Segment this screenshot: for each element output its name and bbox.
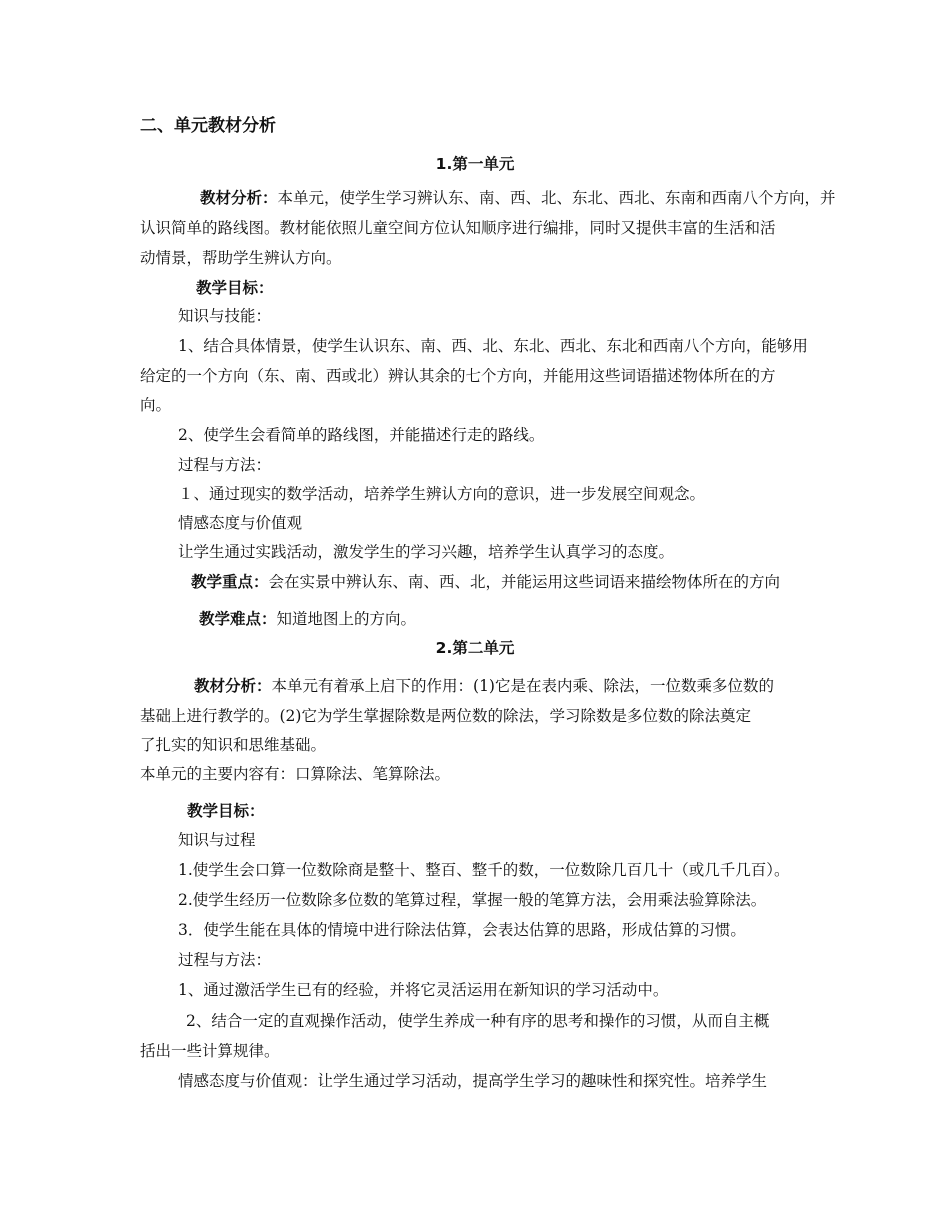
unit1-difficult-label: 教学难点：: [199, 610, 277, 628]
unit1-goal1-line-1: 1、结合具体情景，使学生认识东、南、西、北、东北、西北、东北和西南八个方向，能够用: [178, 337, 808, 355]
unit2-analysis-line-3: 了扎实的知识和思维基础。: [140, 736, 327, 754]
unit2-emotion-line: 情感态度与价值观：让学生通过学习活动，提高学生学习的趣味性和探究性。培养学生: [178, 1072, 768, 1090]
unit2-heading: 2.第二单元: [435, 639, 515, 657]
unit1-heading: 1.第一单元: [435, 155, 515, 173]
unit2-content-line: 本单元的主要内容有：口算除法、笔算除法。: [140, 765, 451, 783]
unit2-process-1: 1、通过激活学生已有的经验，并将它灵活运用在新知识的学习活动中。: [178, 981, 669, 999]
unit1-goals-label: 教学目标：: [196, 279, 274, 297]
unit1-emotion-text: 让学生通过实践活动，激发学生的学习兴趣，培养学生认真学习的态度。: [178, 543, 675, 561]
unit1-goal1-line-3: 向。: [140, 396, 172, 414]
unit2-goal-1: 1.使学生会口算一位数除商是整十、整百、整千的数，一位数除几百几十（或几千几百）。: [178, 861, 790, 879]
unit2-analysis-line-2: 基础上进行教学的。(2)它为学生掌握除数是两位数的除法，学习除数是多位数的除法奠定: [140, 707, 751, 725]
unit2-process-2-line-1: 2、结合一定的直观操作活动，使学生养成一种有序的思考和操作的习惯，从而自主概: [186, 1012, 770, 1030]
unit1-knowledge-label: 知识与技能：: [178, 307, 272, 325]
unit1-analysis-line-3: 动情景，帮助学生辨认方向。: [140, 249, 342, 267]
unit2-goal-2: 2.使学生经历一位数除多位数的笔算过程，掌握一般的笔算方法，会用乘法验算除法。: [178, 891, 767, 909]
unit1-key-label: 教学重点：: [191, 573, 269, 591]
unit1-difficult-point: 教学难点：知道地图上的方向。: [199, 610, 417, 628]
unit2-analysis-label: 教材分析：: [194, 677, 272, 695]
unit1-key-point: 教学重点：会在实景中辨认东、南、西、北，并能运用这些词语来描绘物体所在的方向: [191, 573, 781, 591]
unit1-analysis-line-2: 认识简单的路线图。教材能依照儿童空间方位认知顺序进行编排，同时又提供丰富的生活和活: [140, 219, 776, 237]
unit2-process-2-line-2: 括出一些计算规律。: [140, 1042, 280, 1060]
unit1-analysis-line-1: 教材分析：本单元，使学生学习辨认东、南、西、北、东北、西北、东南和西南八个方向，并: [200, 189, 836, 207]
unit1-goal1-line-2: 给定的一个方向（东、南、西或北）辨认其余的七个方向，并能用这些词语描述物体所在的方: [140, 367, 776, 385]
unit2-goals-label: 教学目标：: [187, 802, 265, 820]
unit1-analysis-label: 教材分析：: [200, 189, 278, 207]
unit2-process-label: 过程与方法：: [178, 951, 272, 969]
unit1-goal2: 2、使学生会看简单的路线图，并能描述行走的路线。: [178, 426, 545, 444]
unit2-goal-3: 3．使学生能在具体的情境中进行除法估算，会表达估算的思路，形成估算的习惯。: [178, 921, 746, 939]
unit2-knowledge-label: 知识与过程: [178, 831, 256, 849]
unit1-process-1: １、通过现实的数学活动，培养学生辨认方向的意识，进一步发展空间观念。: [178, 485, 706, 503]
unit2-analysis-line-1: 教材分析：本单元有着承上启下的作用：(1)它是在表内乘、除法，一位数乘多位数的: [194, 677, 774, 695]
unit1-emotion-label: 情感态度与价值观: [178, 514, 303, 532]
section-title: 二、单元教材分析: [140, 116, 276, 136]
unit1-process-label: 过程与方法：: [178, 456, 272, 474]
